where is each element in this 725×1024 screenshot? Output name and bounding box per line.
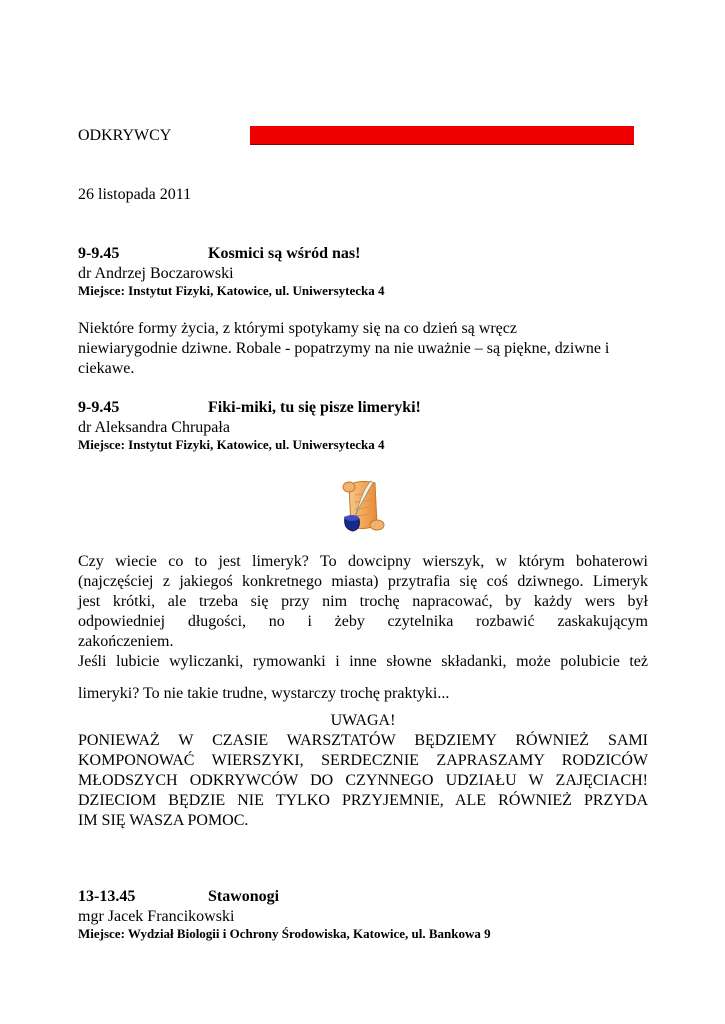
page-title: ODKRYWCY	[78, 127, 172, 144]
event-2-description	[78, 552, 648, 672]
description-line: zakończeniem.	[78, 633, 174, 650]
event-1-description	[78, 319, 648, 379]
event-2-extra-line: limeryki? To nie takie trudne, wystarczy trochę praktyki...	[78, 685, 450, 702]
description-line: ciekawe.	[78, 360, 135, 377]
event-3-place: Miejsce: Wydział Biologii i Ochrony Środowiska, Katowice, ul. Bankowa 9	[78, 926, 491, 941]
notice-line: KOMPONOWAĆ WIERSZYKI, SERDECZNIE ZAPRASZAMY RODZICÓW	[78, 752, 648, 769]
description-line: (najczęściej z jakiegoś konkretnego miasta) przytrafia się coś dziwnego. Limeryk	[78, 573, 648, 590]
description-line: odpowiedniej długości, no i żeby czytelnika rozbawić zaskakującym	[78, 613, 648, 630]
event-2-place: Miejsce: Instytut Fizyki, Katowice, ul. Uniwersytecka 4	[78, 437, 385, 452]
description-line: Czy wiecie co to jest limeryk? To dowcipny wierszyk, w którym bohaterowi	[78, 553, 648, 570]
scroll-quill-icon	[335, 477, 387, 537]
event-1-time: 9-9.45	[78, 245, 120, 262]
event-3-title: Stawonogi	[208, 888, 280, 905]
event-2-time: 9-9.45	[78, 399, 120, 416]
description-line: niewiarygodnie dziwne. Robale - popatrzymy na nie uważnie – są piękne, dziwne i	[78, 340, 610, 357]
event-1-place: Miejsce: Instytut Fizyki, Katowice, ul. Uniwersytecka 4	[78, 283, 385, 298]
event-3-speaker: mgr Jacek Francikowski	[78, 908, 235, 925]
notice-title: UWAGA!	[330, 712, 396, 729]
event-3-time: 13-13.45	[78, 888, 136, 905]
event-1-title: Kosmici są wśród nas!	[208, 245, 361, 262]
notice-body	[78, 731, 648, 831]
description-line: Niektóre formy życia, z którymi spotykamy się na co dzień są wręcz	[78, 320, 517, 337]
description-line: jest krótki, ale trzeba się przy nim trochę napracować, by każdy wers był	[78, 593, 648, 610]
notice-line: MŁODSZYCH ODKRYWCÓW DO CZYNNEGO UDZIAŁU W ZAJĘCIACH!	[78, 772, 648, 789]
event-1-speaker: dr Andrzej Boczarowski	[78, 265, 234, 282]
event-date: 26 listopada 2011	[78, 186, 192, 203]
notice-line: PONIEWAŻ W CZASIE WARSZTATÓW BĘDZIEMY RÓWNIEŻ SAMI	[78, 732, 648, 749]
notice-line: DZIECIOM BĘDZIE NIE TYLKO PRZYJEMNIE, ALE RÓWNIEŻ PRZYDA	[78, 792, 648, 809]
event-2-speaker: dr Aleksandra Chrupała	[78, 419, 230, 436]
notice-line: IM SIĘ WASZA POMOC.	[78, 812, 249, 829]
description-line: Jeśli lubicie wyliczanki, rymowanki i inne słowne składanki, może polubicie też	[78, 653, 648, 670]
title-accent-bar	[250, 126, 634, 145]
event-2-title: Fiki-miki, tu się pisze limeryki!	[208, 399, 421, 416]
